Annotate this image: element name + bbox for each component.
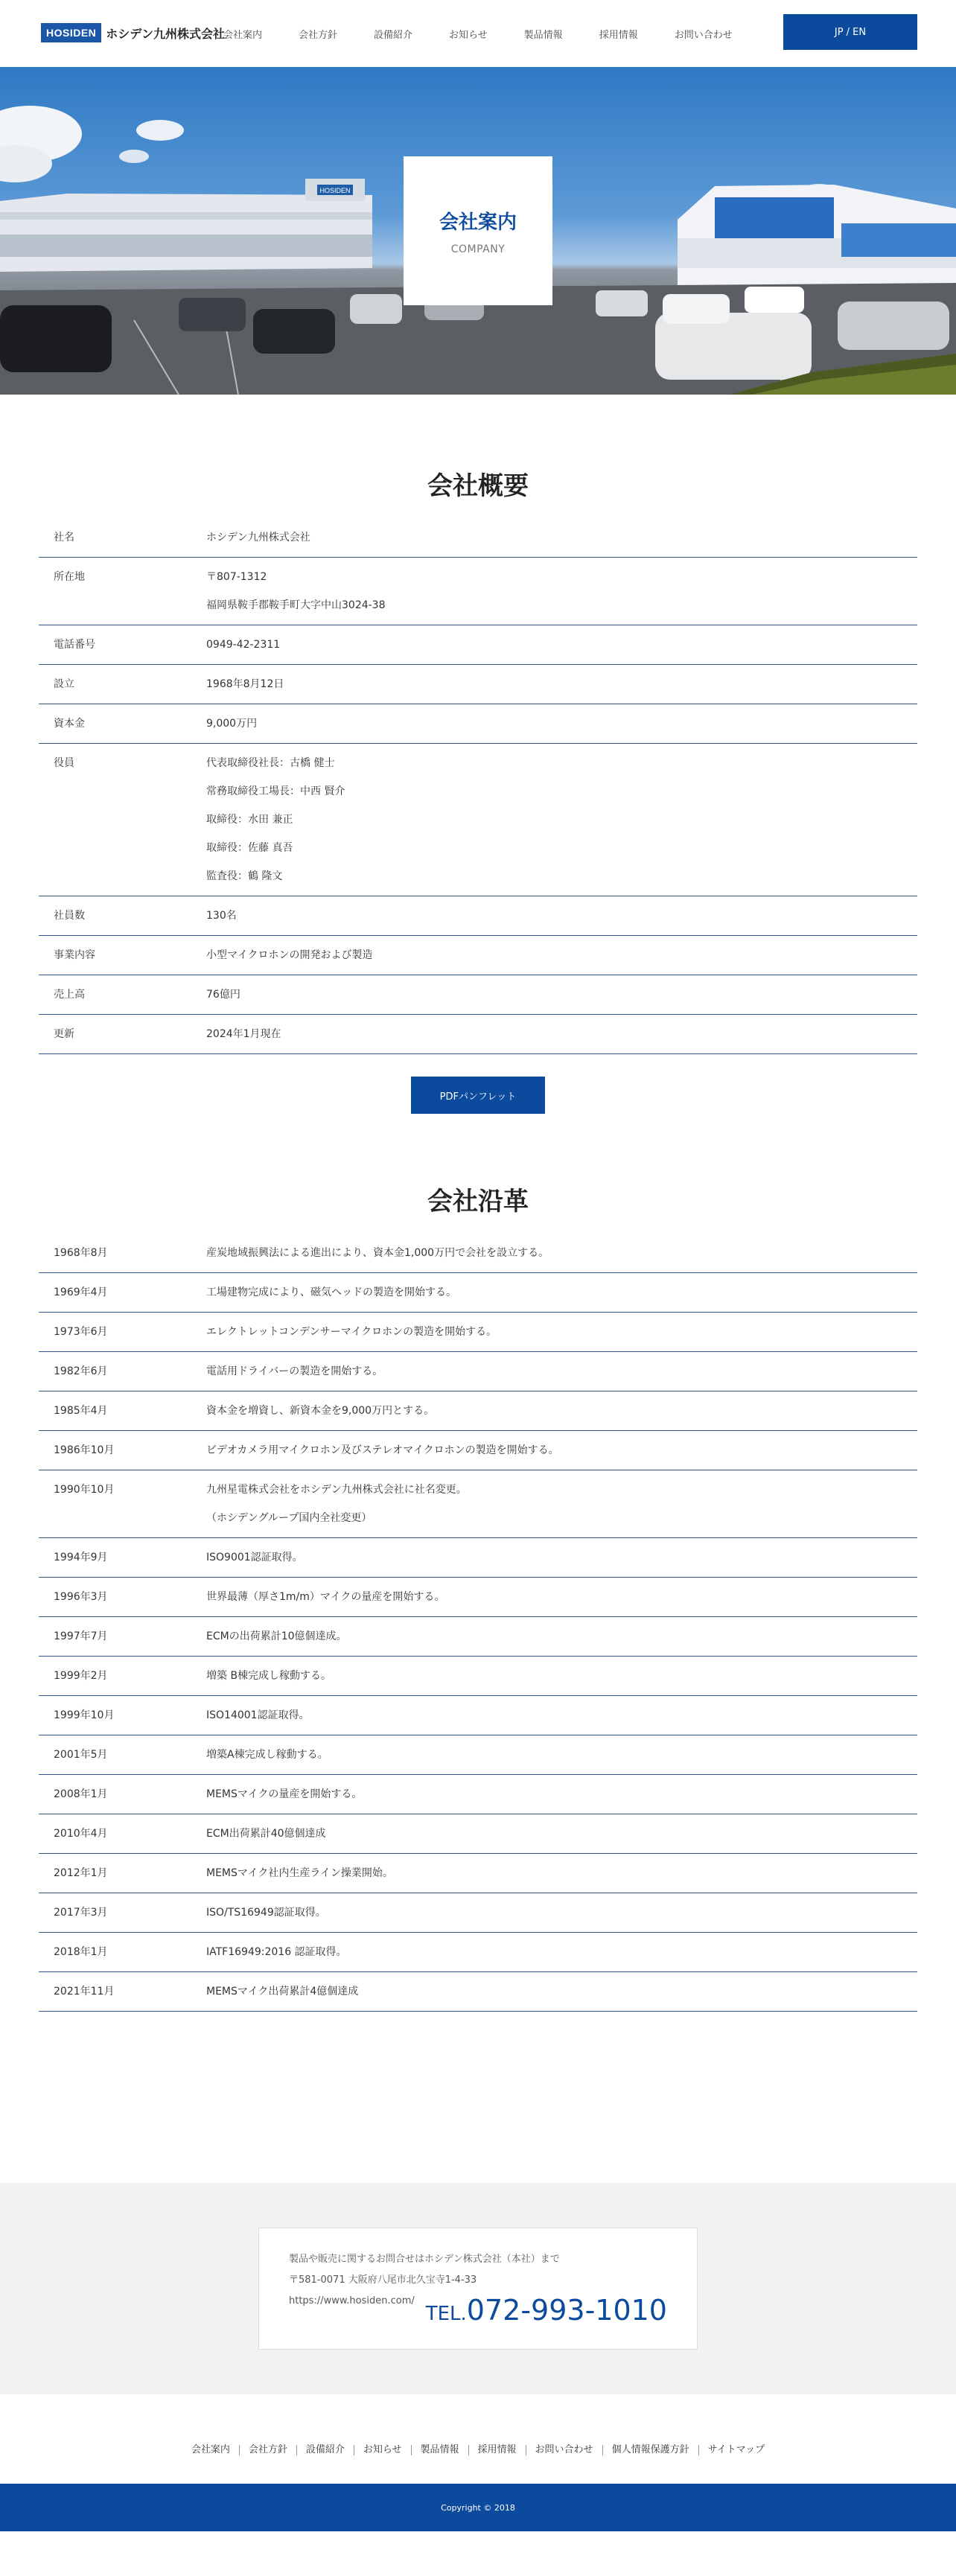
row-value bbox=[206, 1706, 917, 1724]
row-label: 1986年10月 bbox=[54, 1444, 115, 1456]
value-line: MEMSマイク出荷累計4億個達成 bbox=[206, 1986, 359, 1998]
page-subtitle: COMPANY bbox=[450, 243, 506, 255]
svg-text:HOSIDEN: HOSIDEN bbox=[319, 187, 351, 194]
overview-row bbox=[39, 896, 917, 936]
copyright: Copyright © 2018 bbox=[0, 2484, 956, 2531]
overview-row bbox=[39, 975, 917, 1015]
row-label: 2001年5月 bbox=[54, 1749, 108, 1761]
history-row bbox=[39, 1391, 917, 1431]
row-value bbox=[206, 1825, 917, 1843]
contact-address: 〒581-0071 大阪府八尾市北久宝寺1-4-33 bbox=[289, 2274, 477, 2286]
row-value bbox=[206, 1284, 917, 1301]
footer-link[interactable]: 会社案内 bbox=[191, 2444, 230, 2455]
row-label: 所在地 bbox=[54, 571, 85, 583]
value-line: MEMSマイク社内生産ライン操業開始。 bbox=[206, 1867, 393, 1879]
value-line: ISO14001認証取得。 bbox=[206, 1709, 310, 1721]
row-value bbox=[206, 986, 917, 1004]
row-value bbox=[206, 568, 917, 614]
row-value bbox=[206, 529, 917, 546]
company-overview-section bbox=[39, 465, 917, 1114]
value-line: MEMSマイクの量産を開始する。 bbox=[206, 1788, 363, 1800]
hosiden-logo-mark: HOSIDEN bbox=[41, 23, 101, 42]
value-line: 取締役：水田 兼正 bbox=[206, 814, 293, 826]
main-nav bbox=[223, 27, 769, 41]
history-row bbox=[39, 1470, 917, 1538]
value-line: エレクトレットコンデンサーマイクロホンの製造を開始する。 bbox=[206, 1326, 497, 1338]
overview-row bbox=[39, 518, 917, 558]
history-row bbox=[39, 1972, 917, 2012]
value-line: 監査役：鶴 隆文 bbox=[206, 870, 283, 882]
pdf-pamphlet-button[interactable]: PDFパンフレット bbox=[411, 1077, 545, 1114]
row-value bbox=[206, 946, 917, 964]
value-line: ISO9001認証取得。 bbox=[206, 1552, 303, 1563]
value-line: 九州星電株式会社をホシデン九州株式会社に社名変更。 bbox=[206, 1484, 467, 1496]
history-row bbox=[39, 1234, 917, 1273]
page-heading-box bbox=[404, 156, 552, 305]
history-row bbox=[39, 1893, 917, 1933]
row-label: 1968年8月 bbox=[54, 1247, 108, 1259]
row-value bbox=[206, 636, 917, 654]
page-title: 会社案内 bbox=[439, 211, 517, 234]
footer-link[interactable]: お問い合わせ bbox=[526, 2445, 602, 2455]
row-label: 2018年1月 bbox=[54, 1946, 108, 1958]
nav-item[interactable]: お問い合わせ bbox=[674, 30, 733, 41]
row-value bbox=[206, 1904, 917, 1922]
nav-item[interactable]: お知らせ bbox=[449, 30, 488, 41]
row-label: 2010年4月 bbox=[54, 1828, 108, 1840]
company-history-section bbox=[39, 1181, 917, 2012]
row-label: 1973年6月 bbox=[54, 1326, 108, 1338]
tel-number: 072-993-1010 bbox=[466, 2294, 667, 2327]
row-value bbox=[206, 1481, 917, 1527]
row-value bbox=[206, 1549, 917, 1566]
value-line: 世界最薄（厚さ1m/m）マイクの量産を開始する。 bbox=[206, 1591, 445, 1603]
row-label: 役員 bbox=[54, 757, 74, 769]
value-line: 工場建物完成により、磁気ヘッドの製造を開始する。 bbox=[206, 1287, 456, 1298]
hero-banner bbox=[0, 67, 956, 395]
value-line: 130名 bbox=[206, 910, 237, 922]
nav-item[interactable]: 設備紹介 bbox=[374, 30, 413, 41]
row-label: 1969年4月 bbox=[54, 1287, 108, 1298]
row-label: 1997年7月 bbox=[54, 1630, 108, 1642]
history-row bbox=[39, 1735, 917, 1775]
contact-card bbox=[258, 2228, 698, 2350]
value-line: IATF16949:2016 認証取得。 bbox=[206, 1946, 347, 1958]
tel-prefix: TEL. bbox=[425, 2303, 467, 2325]
value-line: 電話用ドライバーの製造を開始する。 bbox=[206, 1365, 383, 1377]
row-value bbox=[206, 1441, 917, 1459]
value-line: 取締役：佐藤 真吾 bbox=[206, 842, 293, 854]
company-name: ホシデン九州株式会社 bbox=[106, 26, 225, 41]
history-heading: 会社沿革 bbox=[427, 1187, 529, 1217]
value-line: 資本金を増資し、新資本金を9,000万円とする。 bbox=[206, 1405, 435, 1417]
value-line: ECM出荷累計40億個達成 bbox=[206, 1828, 326, 1840]
row-label: 2017年3月 bbox=[54, 1907, 108, 1919]
row-label: 1985年4月 bbox=[54, 1405, 108, 1417]
contact-area bbox=[0, 2183, 956, 2394]
history-row bbox=[39, 1352, 917, 1391]
value-line: 9,000万円 bbox=[206, 718, 258, 730]
row-label: 電話番号 bbox=[54, 639, 95, 651]
footer-link[interactable]: 会社方針 bbox=[239, 2445, 296, 2455]
contact-note: 製品や販売に関するお問合せはホシデン株式会社（本社）まで bbox=[289, 2254, 560, 2265]
overview-row bbox=[39, 558, 917, 625]
row-label: 社名 bbox=[54, 532, 74, 543]
row-value bbox=[206, 1667, 917, 1685]
row-label: 資本金 bbox=[54, 718, 85, 730]
contact-phone[interactable] bbox=[426, 2294, 667, 2327]
row-label: 2021年11月 bbox=[54, 1986, 115, 1998]
row-value bbox=[206, 1402, 917, 1420]
row-label: 事業内容 bbox=[54, 949, 95, 961]
overview-row bbox=[39, 625, 917, 665]
footer-link[interactable]: 採用情報 bbox=[468, 2445, 526, 2455]
site-footer bbox=[0, 2394, 956, 2531]
value-line: 増築A棟完成し稼動する。 bbox=[206, 1749, 328, 1761]
history-row bbox=[39, 1775, 917, 1814]
footer-link[interactable]: 製品情報 bbox=[411, 2445, 468, 2455]
overview-table bbox=[39, 518, 917, 1054]
row-label: 1994年9月 bbox=[54, 1552, 108, 1563]
history-row bbox=[39, 1617, 917, 1657]
row-value bbox=[206, 907, 917, 925]
value-line: （ホシデングループ国内全社変更） bbox=[206, 1512, 372, 1524]
row-label: 2012年1月 bbox=[54, 1867, 108, 1879]
value-line: ホシデン九州株式会社 bbox=[206, 532, 310, 543]
row-value bbox=[206, 1864, 917, 1882]
value-line: 小型マイクロホンの開発および製造 bbox=[206, 949, 373, 961]
row-label: 1999年10月 bbox=[54, 1709, 115, 1721]
row-value bbox=[206, 1588, 917, 1606]
value-line: 〒807-1312 bbox=[206, 571, 267, 583]
value-line: 76億円 bbox=[206, 989, 240, 1001]
row-value bbox=[206, 1983, 917, 2000]
history-table bbox=[39, 1234, 917, 2012]
row-value bbox=[206, 1785, 917, 1803]
row-label: 設立 bbox=[54, 678, 74, 690]
footer-link[interactable]: 設備紹介 bbox=[296, 2445, 354, 2455]
row-value bbox=[206, 754, 917, 885]
history-row bbox=[39, 1578, 917, 1617]
value-line: ECMの出荷累計10億個達成。 bbox=[206, 1630, 347, 1642]
row-label: 1982年6月 bbox=[54, 1365, 108, 1377]
history-row bbox=[39, 1538, 917, 1578]
history-row bbox=[39, 1814, 917, 1854]
value-line: 常務取締役工場長：中西 賢介 bbox=[206, 785, 345, 797]
footer-link[interactable]: お知らせ bbox=[354, 2445, 411, 2455]
row-value bbox=[206, 1362, 917, 1380]
overview-row bbox=[39, 665, 917, 704]
value-line: 代表取締役社長：古橋 健士 bbox=[206, 757, 335, 769]
value-line: 増築 B棟完成し稼動する。 bbox=[206, 1670, 332, 1682]
history-row bbox=[39, 1431, 917, 1470]
site-logo[interactable] bbox=[41, 23, 225, 42]
language-switch-button[interactable]: JP / EN bbox=[783, 14, 917, 50]
footer-nav bbox=[0, 2394, 956, 2484]
history-row bbox=[39, 1933, 917, 1972]
value-line: 0949-42-2311 bbox=[206, 639, 281, 651]
row-label: 1999年2月 bbox=[54, 1670, 108, 1682]
row-value bbox=[206, 715, 917, 733]
overview-row bbox=[39, 936, 917, 975]
history-row bbox=[39, 1657, 917, 1696]
row-value bbox=[206, 675, 917, 693]
value-line: 1968年8月12日 bbox=[206, 678, 284, 690]
footer-link[interactable]: サイトマップ bbox=[698, 2445, 774, 2455]
row-label: 更新 bbox=[54, 1028, 74, 1040]
history-row bbox=[39, 1273, 917, 1313]
row-label: 1990年10月 bbox=[54, 1484, 115, 1496]
overview-row bbox=[39, 744, 917, 896]
nav-item[interactable]: 製品情報 bbox=[523, 30, 563, 41]
nav-item[interactable]: 会社案内 bbox=[223, 30, 263, 41]
row-value bbox=[206, 1746, 917, 1764]
row-label: 2008年1月 bbox=[54, 1788, 108, 1800]
row-value bbox=[206, 1627, 917, 1645]
row-value bbox=[206, 1943, 917, 1961]
contact-url-link[interactable]: https://www.hosiden.com/ bbox=[289, 2295, 415, 2306]
value-line: 産炭地域振興法による進出により、資本金1,000万円で会社を設立する。 bbox=[206, 1247, 549, 1259]
site-header bbox=[0, 0, 956, 67]
footer-link[interactable]: 個人情報保護方針 bbox=[602, 2445, 698, 2455]
value-line: ビデオカメラ用マイクロホン及びステレオマイクロホンの製造を開始する。 bbox=[206, 1444, 559, 1456]
row-label: 1996年3月 bbox=[54, 1591, 108, 1603]
value-line: 福岡県鞍手郡鞍手町大字中山3024-38 bbox=[206, 599, 386, 611]
overview-row bbox=[39, 704, 917, 744]
row-label: 売上高 bbox=[54, 989, 85, 1001]
overview-heading: 会社概要 bbox=[427, 471, 529, 501]
row-value bbox=[206, 1244, 917, 1262]
overview-row bbox=[39, 1015, 917, 1054]
history-row bbox=[39, 1854, 917, 1893]
nav-item[interactable]: 採用情報 bbox=[599, 30, 638, 41]
value-line: ISO/TS16949認証取得。 bbox=[206, 1907, 326, 1919]
history-row bbox=[39, 1696, 917, 1735]
row-label: 社員数 bbox=[54, 910, 85, 922]
history-row bbox=[39, 1313, 917, 1352]
row-value bbox=[206, 1025, 917, 1043]
row-value bbox=[206, 1323, 917, 1341]
value-line: 2024年1月現在 bbox=[206, 1028, 281, 1040]
nav-item[interactable]: 会社方針 bbox=[299, 30, 338, 41]
